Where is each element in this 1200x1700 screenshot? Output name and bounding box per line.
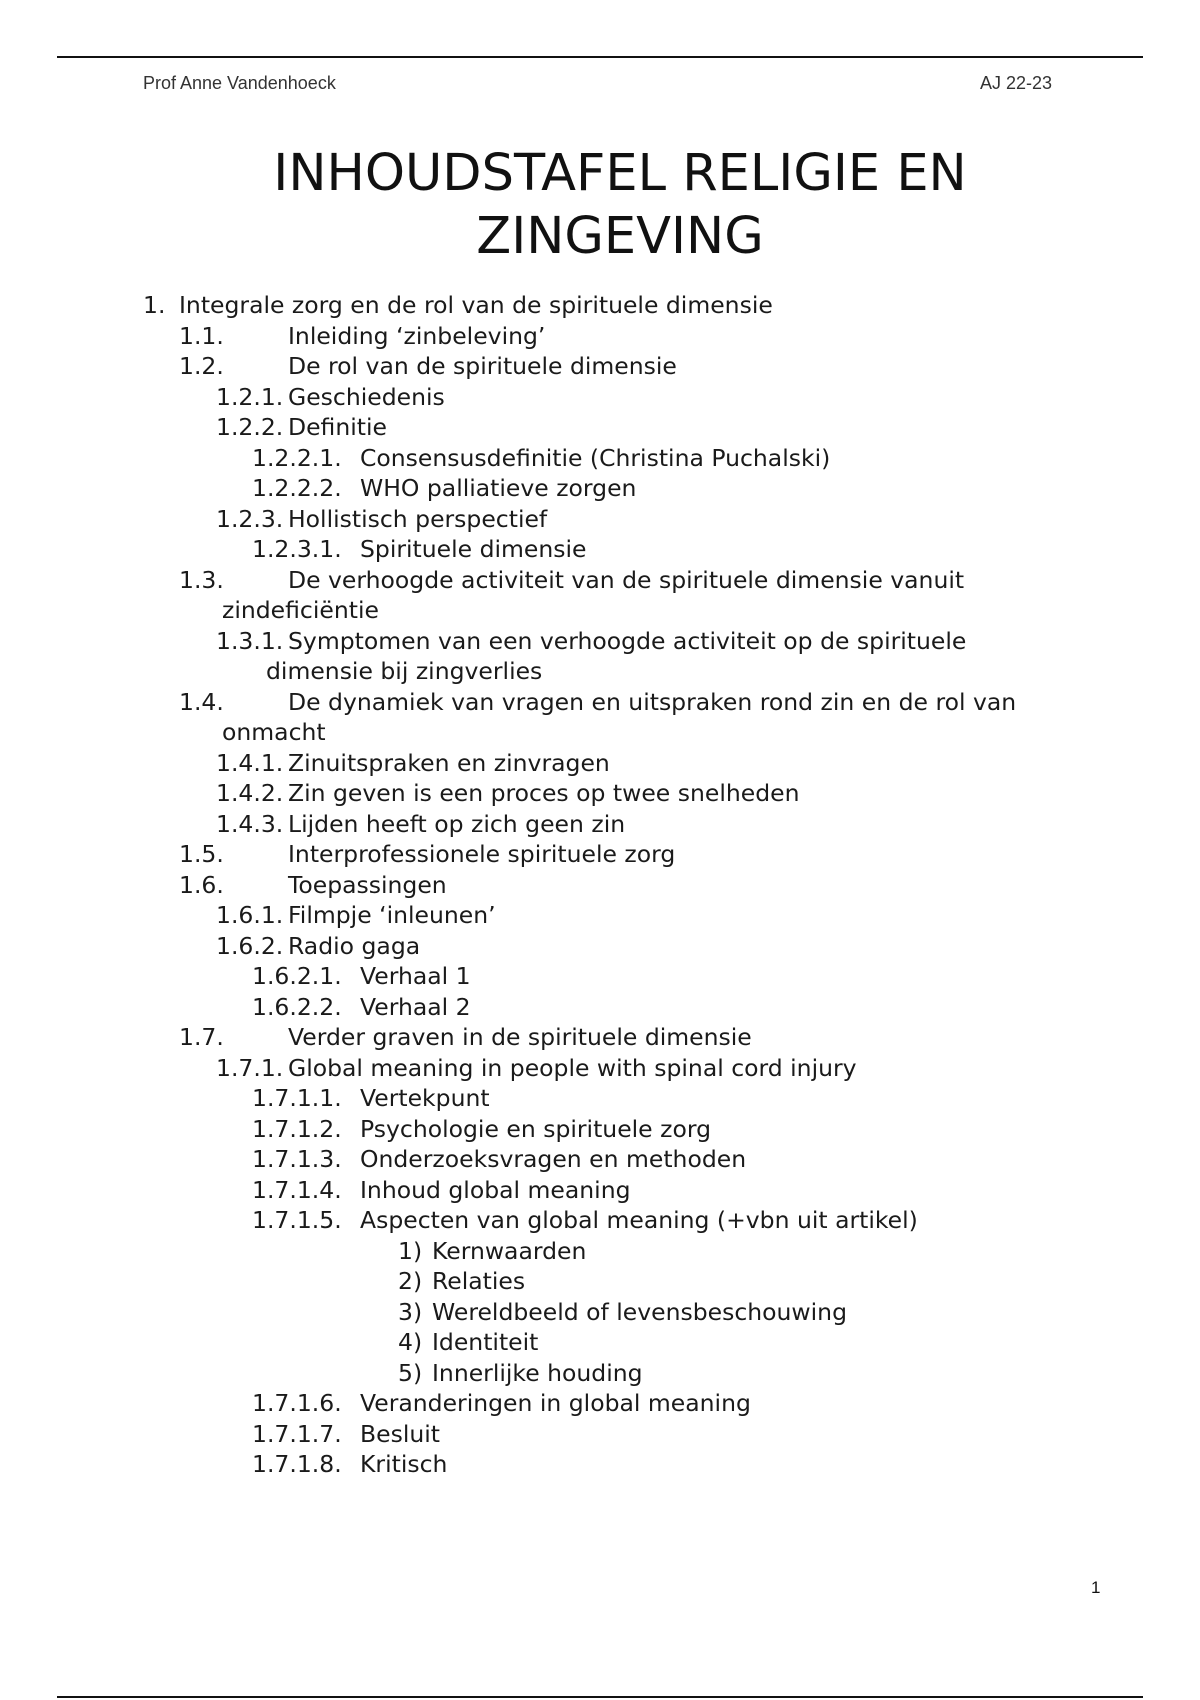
toc-entry: [0, 1175, 1200, 1206]
toc-entry-number: 1.2.3.: [216, 504, 284, 533]
toc-entry-title-continued: zindeficiëntie: [222, 596, 379, 624]
toc-entry-title: Definitie: [288, 413, 387, 441]
toc-entry-number: 1.5.: [179, 840, 224, 868]
toc-entry: [0, 1144, 1200, 1175]
toc-entry: [0, 565, 1200, 626]
toc-entry: [0, 534, 1200, 565]
toc-entry-number: 1.3.: [179, 565, 224, 594]
toc-entry-number: 1.7.1.5.: [252, 1206, 342, 1234]
toc-entry-title-continued: dimensie bij zingverlies: [266, 657, 543, 685]
toc-entry-title: Symptomen van een verhoogde activiteit op de spirituele: [288, 626, 967, 655]
toc-entry: [0, 351, 1200, 382]
toc-entry: [0, 1083, 1200, 1114]
toc-entry-title: WHO palliatieve zorgen: [360, 474, 637, 502]
toc-entry-number: 1.6.1.: [216, 901, 284, 929]
toc-entry-number: 1.4.2.: [216, 779, 284, 807]
page-number: 1: [1091, 1578, 1101, 1597]
toc-entry-title: Besluit: [360, 1419, 440, 1448]
toc-entry: [0, 900, 1200, 931]
toc-entry: [0, 1419, 1200, 1450]
bottom-rule: [57, 1696, 1143, 1698]
toc-entry-title: Verder graven in de spirituele dimensie: [288, 1023, 752, 1051]
toc-entry: [0, 1266, 1200, 1297]
toc-entry-title: De rol van de spirituele dimensie: [288, 352, 677, 380]
toc-entry-title: Vertekpunt: [360, 1084, 490, 1112]
toc-entry: [0, 1358, 1200, 1389]
toc-entry-number: 1.2.1.: [216, 382, 284, 411]
toc-entry-number: 1.4.: [179, 687, 224, 716]
toc-entry-title: Zin geven is een proces op twee snelheden: [288, 779, 800, 807]
toc-entry-number: 1.2.2.1.: [252, 443, 342, 472]
toc-entry-title: Inhoud global meaning: [360, 1175, 631, 1204]
toc-entry: [0, 961, 1200, 992]
toc-entry-number: 1.7.1.4.: [252, 1175, 342, 1204]
toc-entry-title: Onderzoeksvragen en methoden: [360, 1145, 747, 1173]
toc-entry: [0, 687, 1200, 748]
toc-entry-number: 1.7.1.8.: [252, 1450, 342, 1478]
toc-entry: [0, 839, 1200, 870]
toc-entry-title: Toepassingen: [288, 870, 447, 899]
toc-entry-number: 1.7.: [179, 1023, 224, 1051]
toc-entry-number: 1.6.: [179, 870, 224, 899]
title-line-2: ZINGEVING: [476, 207, 764, 266]
toc-entry-number: 1.7.1.3.: [252, 1145, 342, 1173]
toc-entry: [0, 931, 1200, 962]
toc-entry: [0, 1022, 1200, 1053]
toc-entry-title: Relaties: [432, 1267, 526, 1295]
toc-entry-number: 3): [398, 1297, 423, 1326]
toc-entry: [0, 778, 1200, 809]
toc-entry-title: De dynamiek van vragen en uitspraken rond zin en de rol van: [288, 687, 1017, 716]
toc-entry-number: 4): [398, 1328, 423, 1356]
toc-entry-title: De verhoogde activiteit van de spirituele dimensie vanuit: [288, 565, 965, 594]
toc-entry-title: Lijden heeft op zich geen zin: [288, 809, 626, 838]
toc-entry-title-continued: onmacht: [222, 718, 326, 746]
toc-entry-title: Verhaal 1: [360, 962, 471, 990]
toc-entry-title: Kritisch: [360, 1450, 448, 1478]
toc-entry-number: 1.6.2.: [216, 931, 284, 960]
toc-entry: [0, 1388, 1200, 1419]
toc-entry-title: Verhaal 2: [360, 992, 471, 1021]
toc-entry: [0, 1205, 1200, 1236]
toc-entry-title: Identiteit: [432, 1328, 539, 1356]
toc-entry-number: 1.6.2.2.: [252, 992, 342, 1021]
toc-entry: [0, 992, 1200, 1023]
toc-entry-number: 1.4.1.: [216, 748, 284, 777]
table-of-contents: [0, 290, 1200, 1480]
toc-entry-number: 1.2.2.2.: [252, 474, 342, 502]
top-rule: [57, 56, 1143, 58]
toc-entry-number: 5): [398, 1358, 423, 1387]
toc-entry-title: Interprofessionele spirituele zorg: [288, 840, 676, 868]
toc-entry-title: Global meaning in people with spinal cord injury: [288, 1053, 857, 1082]
toc-entry-number: 1.6.2.1.: [252, 962, 342, 990]
toc-entry-number: 1.7.1.6.: [252, 1389, 342, 1417]
toc-entry: [0, 1297, 1200, 1328]
toc-entry: [0, 1449, 1200, 1480]
toc-entry: [0, 443, 1200, 474]
toc-entry-number: 1.7.1.7.: [252, 1419, 342, 1448]
toc-entry-number: 1.2.3.1.: [252, 535, 342, 563]
toc-entry: [0, 748, 1200, 779]
toc-entry: [0, 626, 1200, 687]
toc-entry-number: 1.7.1.: [216, 1053, 284, 1082]
toc-entry-title: Psychologie en spirituele zorg: [360, 1114, 711, 1143]
toc-entry: [0, 1053, 1200, 1084]
toc-entry-title: Aspecten van global meaning (+vbn uit artikel): [360, 1206, 918, 1234]
toc-entry: [0, 473, 1200, 504]
toc-entry: [0, 290, 1200, 321]
document-title: [0, 142, 1200, 268]
toc-entry: [0, 870, 1200, 901]
toc-entry-number: 1.7.1.2.: [252, 1114, 342, 1143]
toc-entry: [0, 1327, 1200, 1358]
toc-entry-title: Kernwaarden: [432, 1236, 587, 1265]
title-line-1: INHOUDSTAFEL RELIGIE EN: [273, 144, 967, 203]
toc-entry-number: 1.: [143, 291, 166, 319]
toc-entry-number: 1.3.1.: [216, 626, 284, 655]
toc-entry: [0, 321, 1200, 352]
toc-entry-title: Veranderingen in global meaning: [360, 1389, 751, 1417]
toc-entry-number: 1): [398, 1236, 423, 1265]
toc-entry-title: Innerlijke houding: [432, 1358, 643, 1387]
toc-entry-title: Hollistisch perspectief: [288, 504, 548, 533]
toc-entry: [0, 504, 1200, 535]
toc-entry-title: Spirituele dimensie: [360, 535, 587, 563]
toc-entry: [0, 1236, 1200, 1267]
header-author: Prof Anne Vandenhoeck: [143, 73, 336, 93]
toc-entry-number: 1.7.1.1.: [252, 1084, 342, 1112]
toc-entry: [0, 1114, 1200, 1145]
toc-entry-title: Radio gaga: [288, 931, 421, 960]
toc-entry: [0, 412, 1200, 443]
toc-entry-title: Filmpje ‘inleunen’: [288, 901, 496, 929]
toc-entry-title: Wereldbeeld of levensbeschouwing: [432, 1297, 847, 1326]
toc-entry: [0, 382, 1200, 413]
toc-entry-title: Consensusdefinitie (Christina Puchalski): [360, 443, 831, 472]
toc-entry-number: 1.2.2.: [216, 413, 284, 441]
toc-entry-title: Integrale zorg en de rol van de spirituele dimensie: [179, 291, 773, 319]
toc-entry-number: 1.1.: [179, 321, 224, 350]
toc-entry-title: Inleiding ‘zinbeleving’: [288, 321, 546, 350]
toc-entry-title: Zinuitspraken en zinvragen: [288, 748, 610, 777]
toc-entry-number: 1.4.3.: [216, 809, 284, 838]
toc-entry: [0, 809, 1200, 840]
toc-entry-title: Geschiedenis: [288, 382, 445, 411]
header-year: AJ 22-23: [980, 73, 1053, 93]
toc-entry-number: 1.2.: [179, 352, 224, 380]
toc-entry-number: 2): [398, 1267, 423, 1295]
